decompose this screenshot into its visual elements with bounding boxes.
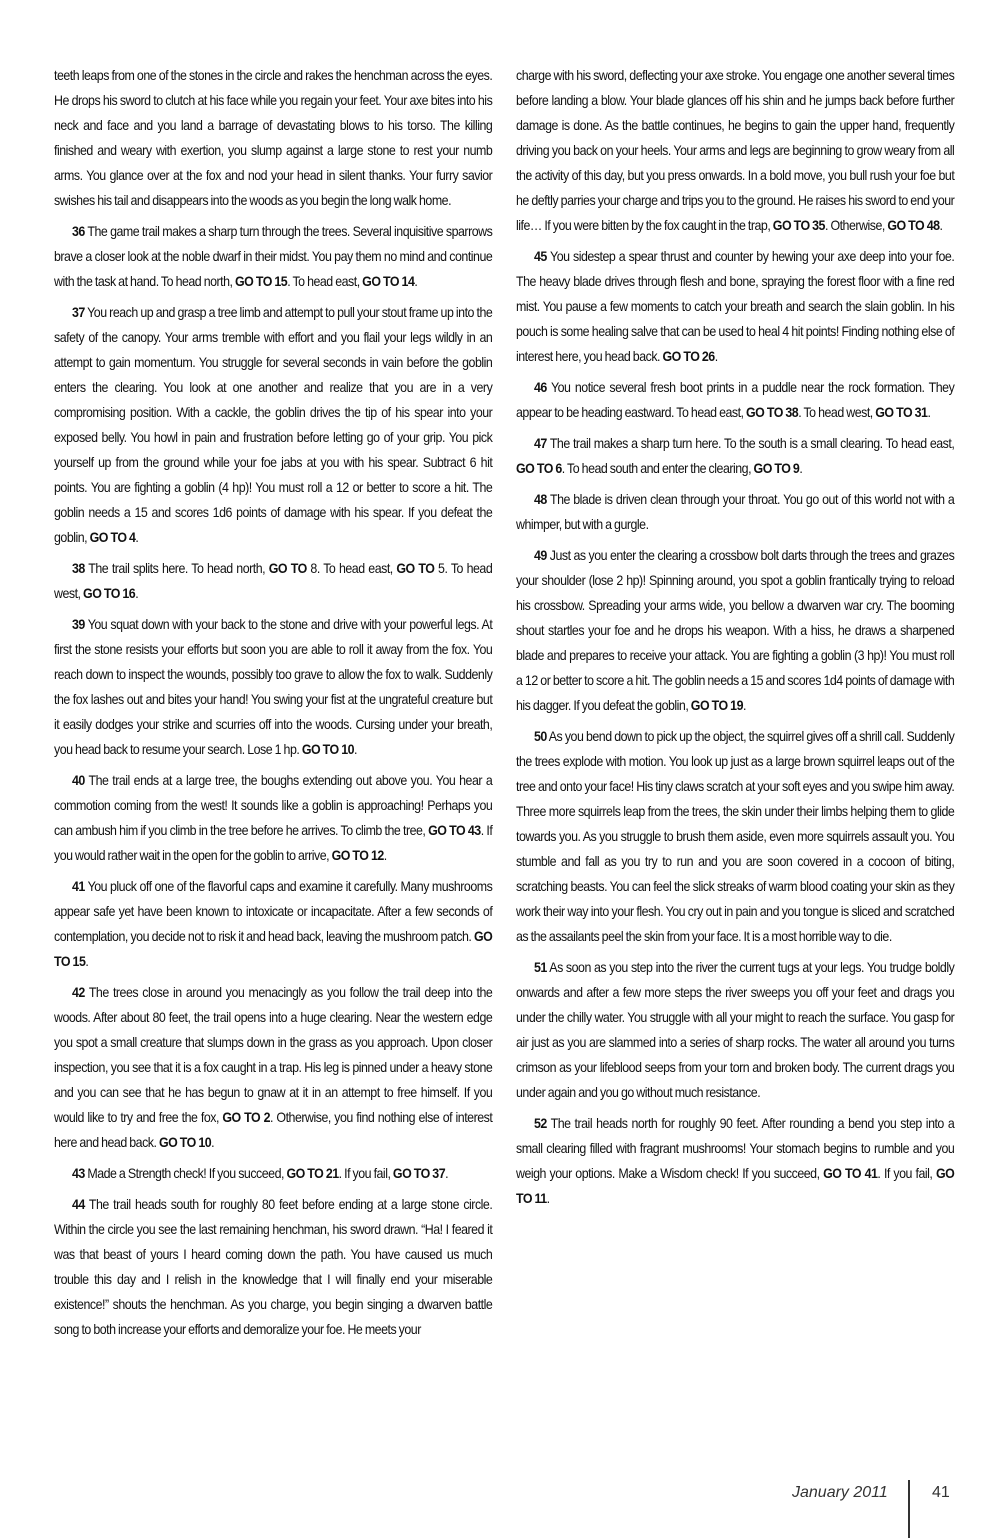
goto-reference: GO TO: [268, 561, 307, 576]
section-text: You pluck off one of the flavorful caps and examine it carefully. Many mushrooms appear safe yet have been known to intoxicate or incapacitate. After a few seconds of contemplation, you decide not to risk it and head back, leaving the mushroom patch. GO TO 15.: [54, 879, 493, 969]
section-text: You reach up and grasp a tree limb and attempt to pull your stout frame up into the safety of the canopy. Your arms tremble with effort and you flail your legs wildly in an attempt to gain momentum. You struggle for several seconds in vain before the goblin enters the clearing. You look at one another and realize that you are in a very compromising position. With a cackle, the goblin drives the tip of his spear into your exposed belly. You howl in pain and frustration before letting go of your grip. You pick yourself up from the ground while your foe jabs at you with his spear. Subtract 6 hit points. You are fighting a goblin (4 hp)! You must roll a 12 or better to score a hit. The goblin needs a 15 and scores 1d6 points of damage with his spear. If you defeat the goblin, GO TO 4.: [54, 305, 493, 545]
section-number: 46: [534, 380, 547, 395]
issue-date: January 2011: [792, 1484, 888, 1501]
section-36: [54, 219, 492, 294]
goto-reference: GO TO 6: [516, 461, 562, 476]
section-text: As soon as you step into the river the current tugs at your legs. You trudge boldly onwards and after a few more steps the river sweeps you off your feet and drags you under the chilly water. You struggle with all your might to reach the surface. You gasp for air just as you are slammed into a series of sharp rocks. The water all around you turns crimson as your lifeblood seeps from your torn and broken body. The current drags you under again and you go without much resistance.: [516, 960, 955, 1100]
section-number: 43: [72, 1166, 85, 1181]
goto-reference: GO TO 37: [392, 1166, 446, 1181]
goto-reference: GO TO 43: [428, 823, 481, 838]
section-text: charge with his sword, deflecting your axe stroke. You engage one another several times before landing a blow. Your blade glances off his shin and he jumps back before further damage is done. As the battle continues, he begins to gain the upper hand, frequently driving you back on your heels. Your arms and legs are beginning to grow weary from all the activity of this day, but you press onwards. In a bold move, you bull rush your foe but he deftly parries your charge and trips you to the ground. He raises his sword to end your life… If you were bitten by the fox caught in the trap, GO TO 35. Otherwise, GO TO 48.: [516, 68, 955, 233]
section-45: [516, 244, 954, 369]
section-text: The trail splits here. To head north, GO TO 8. To head east, GO TO 5. To head west, GO TO 16.: [54, 561, 493, 601]
goto-reference: GO TO 26: [662, 349, 715, 364]
section-number: 37: [72, 305, 85, 320]
goto-reference: GO TO 48: [887, 218, 940, 233]
section-51: [516, 955, 954, 1105]
section-text: teeth leaps from one of the stones in the circle and rakes the henchman across the eyes. He drops his sword to clutch at his face while you regain your feet. Your axe bites into his neck and face and you land a barrage of devastating blows to his torso. The killing finished and weary with exertion, you slump against a large stone to rest your numb arms. You glance over at the fox and nod your head in silent thanks. Your furry savior swishes his tail and disappears into the woods as you begin the long walk home.: [54, 68, 493, 208]
section-number: 40: [72, 773, 85, 788]
footer-divider: [908, 1480, 910, 1538]
section-text: You squat down with your back to the stone and drive with your powerful legs. At first the stone resists your efforts but soon you are able to roll it away from the fox. You reach down to inspect the wounds, possibly too grave to allow the fox to walk. Suddenly the fox lashes out and bites your hand! You swing your fist at the ungrateful creature but it easily dodges your strike and scurries off into the woods. Cursing under your breath, you head back to resume your search. Lose 1 hp. GO TO 10.: [54, 617, 493, 757]
section-text: The trail ends at a large tree, the boughs extending out above you. You hear a commotion coming from the west! It sounds like a goblin is approaching! Perhaps you can ambush him if you climb in the tree before he arrives. To climb the tree, GO TO 43. If you would rather wait in the open for the goblin to arrive, GO TO 12.: [54, 773, 493, 863]
goto-reference: GO TO 9: [753, 461, 800, 476]
section-number: 50: [534, 729, 547, 744]
goto-reference: GO TO 10: [158, 1135, 212, 1150]
section-41: [54, 874, 492, 974]
section-number: 41: [72, 879, 85, 894]
section-number: 39: [72, 617, 85, 632]
section-52: [516, 1111, 954, 1211]
section-text: The trail makes a sharp turn here. To the south is a small clearing. To head east, GO TO 6. To head south and enter the clearing, GO TO 9.: [516, 436, 955, 476]
goto-reference: GO TO 4: [89, 530, 136, 545]
section-text: Made a Strength check! If you succeed, GO TO 21. If you fail, GO TO 37.: [87, 1166, 449, 1181]
section-40: [54, 768, 492, 868]
section-number: 36: [72, 224, 85, 239]
section-text: The trail heads north for roughly 90 feet. After rounding a bend you step into a small clearing filled with fragrant mushrooms! Your stomach begins to rumble and you weigh your options. Make a Wisdom check! If you succeed, GO TO 41. If you fail, GO TO 11.: [516, 1116, 955, 1206]
section-number: 45: [534, 249, 547, 264]
section-text: The trail heads south for roughly 80 feet before ending at a large stone circle. Within the circle you see the last remaining henchman, his sword drawn. “Ha! I feared it was that beast of yours I heard coming down the path. You have caused us much trouble this day and I relish in the knowledge that I will finally end your miserable existence!” shouts the henchman. As you charge, you begin singing a dwarven battle song to both increase your efforts and demoralize your foe. He meets your: [54, 1197, 493, 1337]
section-text: You notice several fresh boot prints in a puddle near the rock formation. They appear to be heading eastward. To head east, GO TO 38. To head west, GO TO 31.: [516, 380, 955, 420]
section-43: [54, 1161, 492, 1186]
section-number: 52: [534, 1116, 547, 1131]
goto-reference: GO TO 21: [286, 1166, 339, 1181]
section-text: You sidestep a spear thrust and counter by hewing your axe deep into your foe. The heavy blade drives through flesh and bone, spraying the forest floor with a fine red mist. You pause a few moments to catch your breath and search the slain goblin. In his pouch is some healing salve that can be used to heal 4 hit points! Finding nothing else of interest here, you head back. GO TO 26.: [516, 249, 955, 364]
section-49: [516, 543, 954, 718]
goto-reference: GO TO 15: [235, 274, 288, 289]
section-37: [54, 300, 492, 550]
section-39: [54, 612, 492, 762]
section-number: 42: [72, 985, 85, 1000]
section-text: The game trail makes a sharp turn through the trees. Several inquisitive sparrows brave a closer look at the noble dwarf in their midst. You pay them no mind and continue with the task at hand. To head north, GO TO 15. To head east, GO TO 14.: [54, 224, 493, 289]
section-number: 48: [534, 492, 547, 507]
section-46: [516, 375, 954, 425]
section-42: [54, 980, 492, 1155]
section-number: 38: [72, 561, 85, 576]
section-number: 44: [72, 1197, 85, 1212]
goto-reference: GO TO 16: [83, 586, 136, 601]
goto-reference: GO TO 2: [222, 1110, 271, 1125]
section-text: The blade is driven clean through your throat. You go out of this world not with a whimper, but with a gurgle.: [516, 492, 955, 532]
section-38: [54, 556, 492, 606]
goto-reference: GO TO 10: [301, 742, 355, 757]
section-50: [516, 724, 954, 949]
section-number: 47: [534, 436, 547, 451]
left-column: [54, 63, 492, 1348]
goto-reference: GO TO 15: [54, 929, 493, 969]
section-47: [516, 431, 954, 481]
goto-reference: GO TO 12: [331, 848, 384, 863]
goto-reference: GO TO: [396, 561, 435, 576]
section-44: [54, 1192, 492, 1342]
right-column: [516, 63, 954, 1217]
goto-reference: GO TO 41: [823, 1166, 878, 1181]
section-number: 51: [534, 960, 547, 975]
section-number: 49: [534, 548, 547, 563]
goto-reference: GO TO 14: [362, 274, 415, 289]
page-number: 41: [932, 1484, 950, 1501]
goto-reference: GO TO 19: [690, 698, 743, 713]
goto-reference: GO TO 38: [746, 405, 799, 420]
goto-reference: GO TO 35: [772, 218, 825, 233]
section-text: Just as you enter the clearing a crossbow bolt darts through the trees and grazes your shoulder (lose 2 hp)! Spinning around, you spot a goblin frantically trying to reload his crossbow. Spreading your arms wide, you bellow a dwarven war cry. The booming shout startles your foe and he drops his weapon. With a hiss, he draws a sharpened blade and prepares to receive your attack. You are fighting a goblin (3 hp)! You must roll a 12 or better to score a hit. The goblin needs a 15 and scores 1d4 points of damage with his dagger. If you defeat the goblin, GO TO 19.: [516, 548, 955, 713]
section-text: As you bend down to pick up the object, the squirrel gives off a shrill call. Suddenly the trees explode with motion. You look up just as a large brown squirrel leaps out of the tree and onto your face! His tiny claws scratch at your soft eyes and you swipe him away. Three more squirrels leap from the trees, the skin under their limbs helping them to glide towards you. As you struggle to brush them aside, even more squirrels assault you. You stumble and fall as you try to run and you are soon covered in a cocoon of biting, scratching beasts. You can feel the slick streaks of warm blood coating your skin as they work their way into your flesh. You cry out in pain and you tongue is sliced and scratched as the assailants peel the skin from your face. It is a most horrible way to die.: [516, 729, 955, 944]
continued-paragraph: [516, 63, 954, 238]
section-text: The trees close in around you menacingly as you follow the trail deep into the woods. After about 80 feet, the trail opens into a huge clearing. Near the western edge you spot a small creature that slumps down in the grass as you approach. Upon closer inspection, you see that it is a fox caught in a trap. His leg is pinned under a heavy stone and you can see that he has begun to gnaw at it in an attempt to free himself. If you would like to try and free the fox, GO TO 2. Otherwise, you find nothing else of interest here and head back. GO TO 10.: [54, 985, 493, 1150]
continued-paragraph: [54, 63, 492, 213]
goto-reference: GO TO 31: [875, 405, 928, 420]
goto-reference: GO TO 11: [516, 1166, 955, 1206]
section-48: [516, 487, 954, 537]
